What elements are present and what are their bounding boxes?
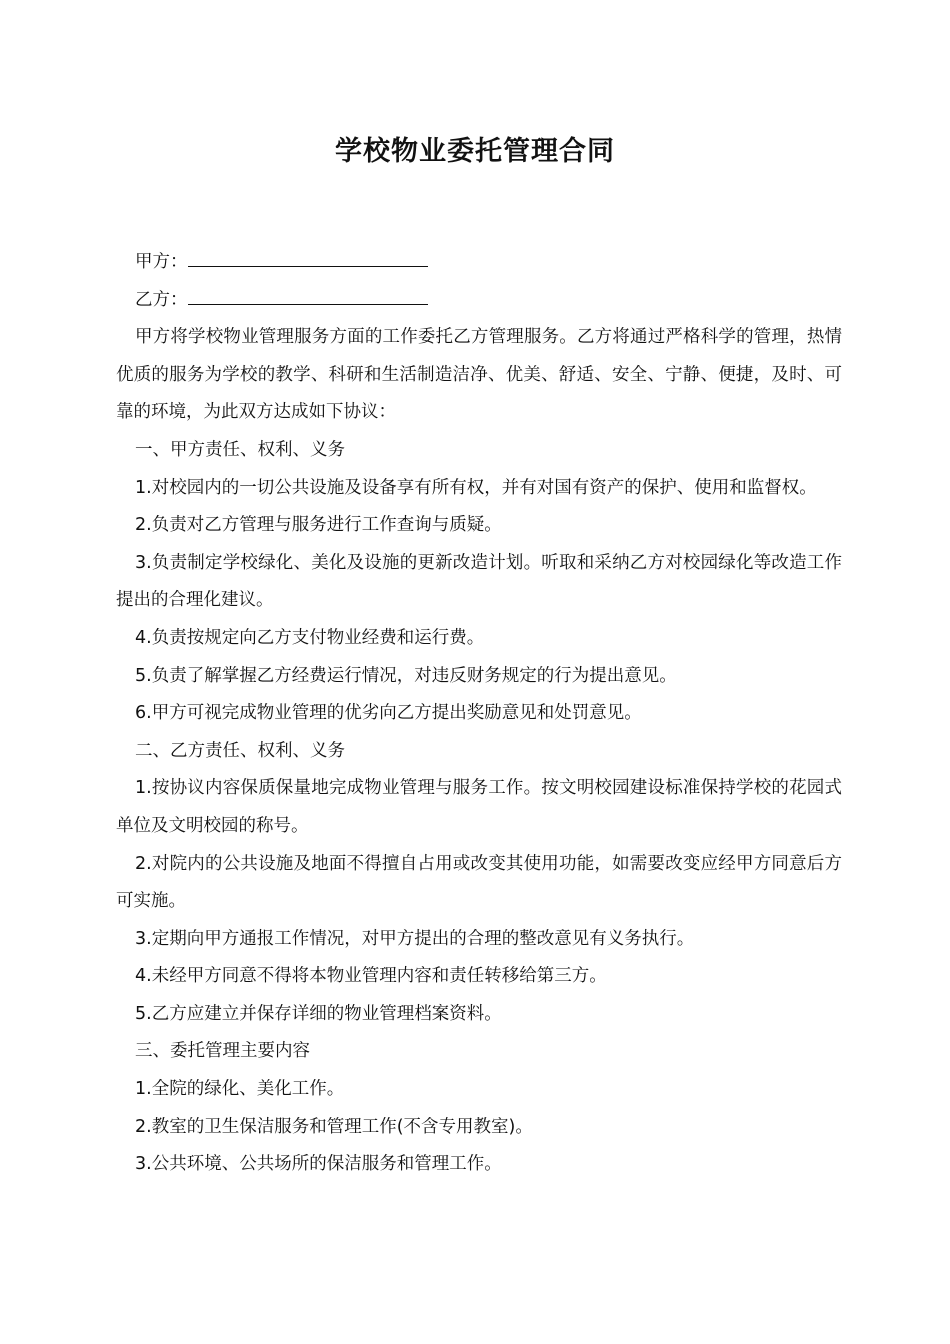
party-a-blank[interactable]	[188, 252, 428, 267]
party-b-line	[116, 282, 842, 320]
section2-item-5: 5.乙方应建立并保存详细的物业管理档案资料。	[135, 1003, 502, 1024]
section3-item-3: 3.公共环境、公共场所的保洁服务和管理工作。	[135, 1154, 502, 1175]
section-heading-2: 二、乙方责任、权利、义务	[135, 740, 345, 761]
intro-paragraph: 甲方将学校物业管理服务方面的工作委托乙方管理服务。乙方将通过严格科学的管理，热情优质的服务为学校的教学、科研和生活制造洁净、优美、舒适、安全、宁静、便捷，及时、可靠的环境，为此双方达成如下协议：	[116, 327, 842, 423]
document-body	[116, 244, 842, 1184]
section2-item-1: 1.按协议内容保质保量地完成物业管理与服务工作。按文明校园建设标准保持学校的花园式单位及文明校园的称号。	[116, 778, 842, 836]
document-title: 学校物业委托管理合同	[335, 136, 615, 167]
section2-item-2: 2.对院内的公共设施及地面不得擅自占用或改变其使用功能，如需要改变应经甲方同意后方可实施。	[116, 853, 842, 912]
party-b-blank[interactable]	[188, 290, 428, 305]
party-b-label: 乙方：	[135, 289, 188, 310]
section3-item-1: 1.全院的绿化、美化工作。	[135, 1079, 345, 1100]
section2-item-4: 4.未经甲方同意不得将本物业管理内容和责任转移给第三方。	[135, 966, 607, 987]
section3-item-2: 2.教室的卫生保洁服务和管理工作(不含专用教室)。	[135, 1116, 533, 1137]
party-a-line	[116, 244, 842, 282]
section1-item-6: 6.甲方可视完成物业管理的优劣向乙方提出奖励意见和处罚意见。	[135, 703, 642, 724]
section1-item-3: 3.负责制定学校绿化、美化及设施的更新改造计划。听取和采纳乙方对校园绿化等改造工作提出的合理化建议。	[116, 552, 842, 611]
section1-item-5: 5.负责了解掌握乙方经费运行情况，对违反财务规定的行为提出意见。	[135, 665, 677, 686]
section1-item-1: 1.对校园内的一切公共设施及设备享有所有权，并有对国有资产的保护、使用和监督权。	[135, 477, 817, 498]
section-heading-3: 三、委托管理主要内容	[135, 1041, 310, 1062]
section1-item-4: 4.负责按规定向乙方支付物业经费和运行费。	[135, 627, 485, 648]
section1-item-2: 2.负责对乙方管理与服务进行工作查询与质疑。	[135, 515, 502, 536]
party-a-label: 甲方：	[135, 252, 188, 272]
section-heading-1: 一、甲方责任、权利、义务	[135, 439, 345, 460]
section2-item-3: 3.定期向甲方通报工作情况，对甲方提出的合理的整改意见有义务执行。	[135, 928, 695, 949]
